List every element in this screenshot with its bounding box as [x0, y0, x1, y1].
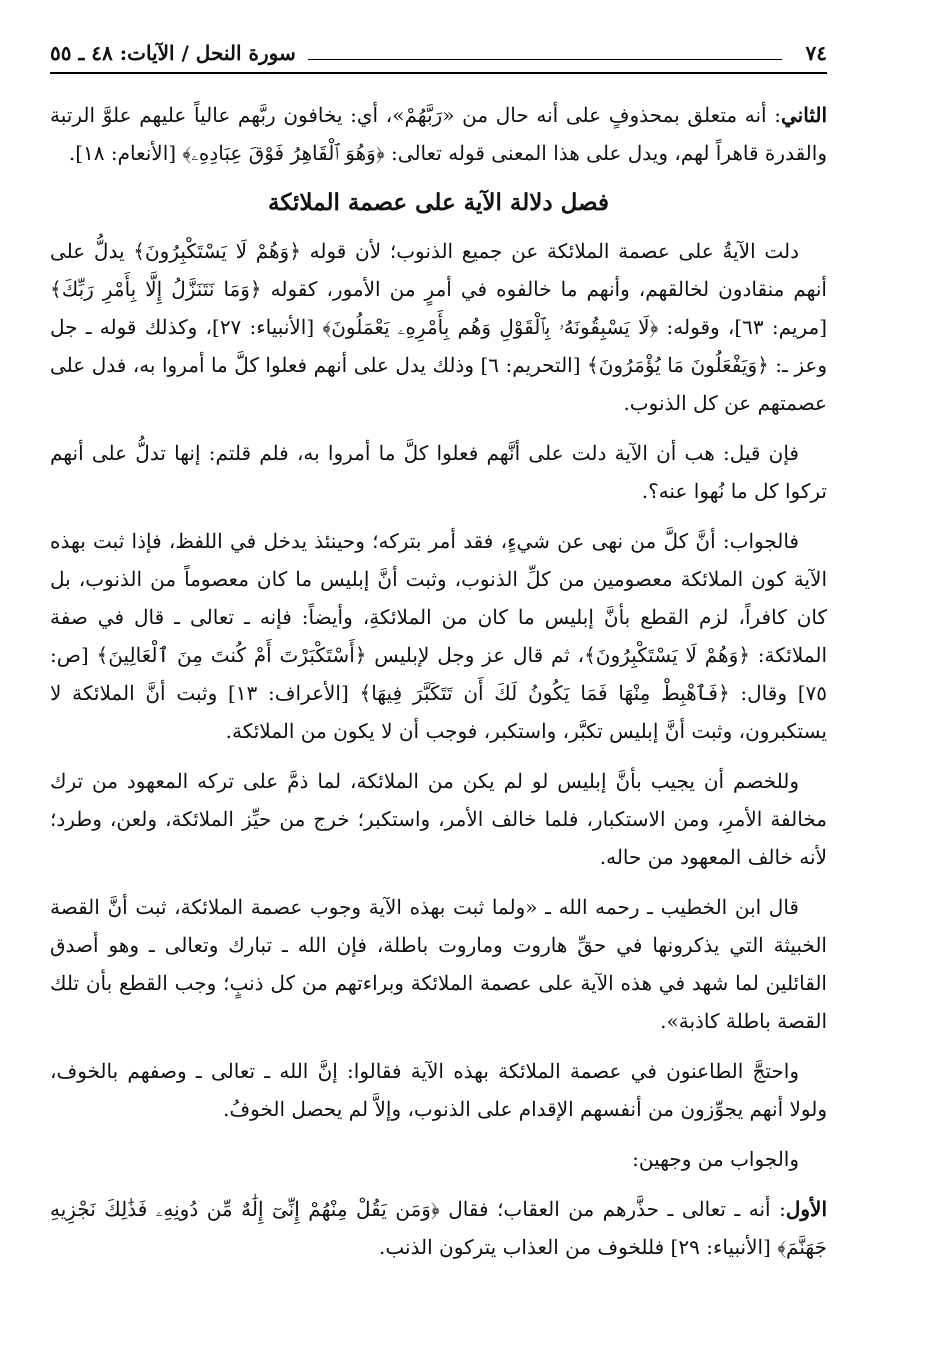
- paragraph: [50, 1190, 827, 1266]
- paragraph: [50, 762, 827, 876]
- paragraph: [50, 232, 827, 422]
- header-rule: [50, 72, 827, 74]
- header-inline-rule: [308, 59, 782, 60]
- section-heading: فصل دلالة الآية على عصمة الملائكة: [268, 189, 609, 216]
- paragraph: [50, 1052, 827, 1128]
- paragraph-text: قال ابن الخطيب ـ رحمه الله ـ «ولما ثبت بهذه الآية وجوب عصمة الملائكة، ثبت أنَّ القصة الخبيثة التي يذكرونها في حقِّ هاروت وماروت باطلة، فإن الله ـ تبارك وتعالى ـ وهو أصدق القائلين لما شهد في هذه الآية على عصمة الملائكة وبراءتهم من كل ذنبٍ؛ وجب القطع بأن تلك القصة باطلة كاذبة».: [50, 895, 827, 1033]
- paragraph-text: دلت الآيةُ على عصمة الملائكة عن جميع الذنوب؛ لأن قوله ﴿وَهُمْ لَا يَسْتَكْبِرُونَ﴾ يدلُّ على أنهم منقادون لخالقهم، وأنهم ما خالفوه في أمرٍ من الأمور، كقوله ﴿وَمَا نَتَنَزَّلُ إِلَّا بِأَمْرِ رَبِّكَ﴾ [مريم: ٦٣]، وقوله: ﴿لَا يَسْبِقُونَهُۥ بِٱلْقَوْلِ وَهُم بِأَمْرِهِۦ يَعْمَلُونَ﴾ [الأنبياء: ٢٧]، وكذلك قوله ـ جل وعز ـ: ﴿وَيَفْعَلُونَ مَا يُؤْمَرُونَ﴾ [التحريم: ٦] وذلك يدل على أنهم فعلوا كلَّ ما أمروا به، فدل على عصمتهم عن كل الذنوب.: [50, 239, 827, 415]
- paragraph: [50, 522, 827, 750]
- running-header: [50, 40, 827, 66]
- paragraph-text: وللخصم أن يجيب بأنَّ إبليس لو لم يكن من الملائكة، لما ذمَّ على تركه المعهود من ترك مخالفة الأمرِ، ومن الاستكبار، فلما خالف الأمر، واستكبر؛ خرج من حيِّز الملائكة، ولعن، وطرد؛ لأنه خالف المعهود من حاله.: [50, 769, 827, 869]
- paragraph-lead: الأول: [785, 1197, 827, 1221]
- running-title: سورة النحل / الآيات: ٤٨ ـ ٥٥: [50, 41, 296, 65]
- paragraph-lead: الثاني: [780, 103, 827, 127]
- paragraph-text: فإن قيل: هب أن الآية دلت على أنَّهم فعلوا كلَّ ما أمروا به، فلم قلتم: إنها تدلُّ على أنهم تركوا كل ما نُهوا عنه؟.: [50, 441, 827, 503]
- paragraph: [50, 888, 827, 1040]
- paragraph-text: والجواب من وجهين:: [632, 1147, 799, 1171]
- paragraph: [50, 96, 827, 172]
- paragraph-text: : أنه ـ تعالى ـ حذَّرهم من العقاب؛ فقال ﴿وَمَن يَقُلْ مِنْهُمْ إِنِّىٓ إِلَٰهٌ مِّن دُونِهِۦ فَذَٰلِكَ نَجْزِيهِ جَهَنَّمَ﴾ [الأنبياء: ٢٩] فللخوف من العذاب يتركون الذنب.: [50, 1197, 827, 1259]
- page-number: ٧٤: [805, 41, 827, 65]
- paragraph-text: واحتجَّ الطاعنون في عصمة الملائكة بهذه الآية فقالوا: إنَّ الله ـ تعالى ـ وصفهم بالخوف، ولولا أنهم يجوِّزون من أنفسهم الإقدام على الذنوب، وإلاَّ لم يحصل الخوفُ.: [50, 1059, 827, 1121]
- paragraph: [50, 434, 827, 510]
- page-body: [50, 96, 827, 1266]
- paragraph-text: : أنه متعلق بمحذوفٍ على أنه حال من «رَبَّهُمْ»، أي: يخافون ربَّهم عالياً عليهم علوَّ الرتبة والقدرة قاهراً لهم، ويدل على هذا المعنى قوله تعالى: ﴿وَهُوَ ٱلْقَاهِرُ فَوْقَ عِبَادِهِۦ﴾ [الأنعام: ١٨].: [50, 103, 827, 165]
- paragraph-text: فالجواب: أنَّ كلَّ من نهى عن شيءٍ، فقد أمر بتركه؛ وحينئذ يدخل في اللفظ، فإذا ثبت بهذه الآية كون الملائكة معصومين من كلِّ الذنوب، وثبت أنَّ إبليس ما كان معصوماً من الذنوب، بل كان كافراً، لزم القطع بأنَّ إبليس ما كان من الملائكةِ، وأيضاً: فإنه ـ تعالى ـ قال في صفة الملائكة: ﴿وَهُمْ لَا يَسْتَكْبِرُونَ﴾، ثم قال عز وجل لإبليس ﴿أَسْتَكْبَرْتَ أَمْ كُنتَ مِنَ ٱلْعَالِينَ﴾ [ص: ٧٥] وقال: ﴿فَٱهْبِطْ مِنْهَا فَمَا يَكُونُ لَكَ أَن تَتَكَبَّرَ فِيهَا﴾ [الأعراف: ١٣] وثبت أنَّ الملائكة لا يستكبرون، وثبت أنَّ إبليس تكبَّر، واستكبر، فوجب أن لا يكون من الملائكة.: [50, 529, 828, 743]
- paragraph: [50, 1140, 827, 1178]
